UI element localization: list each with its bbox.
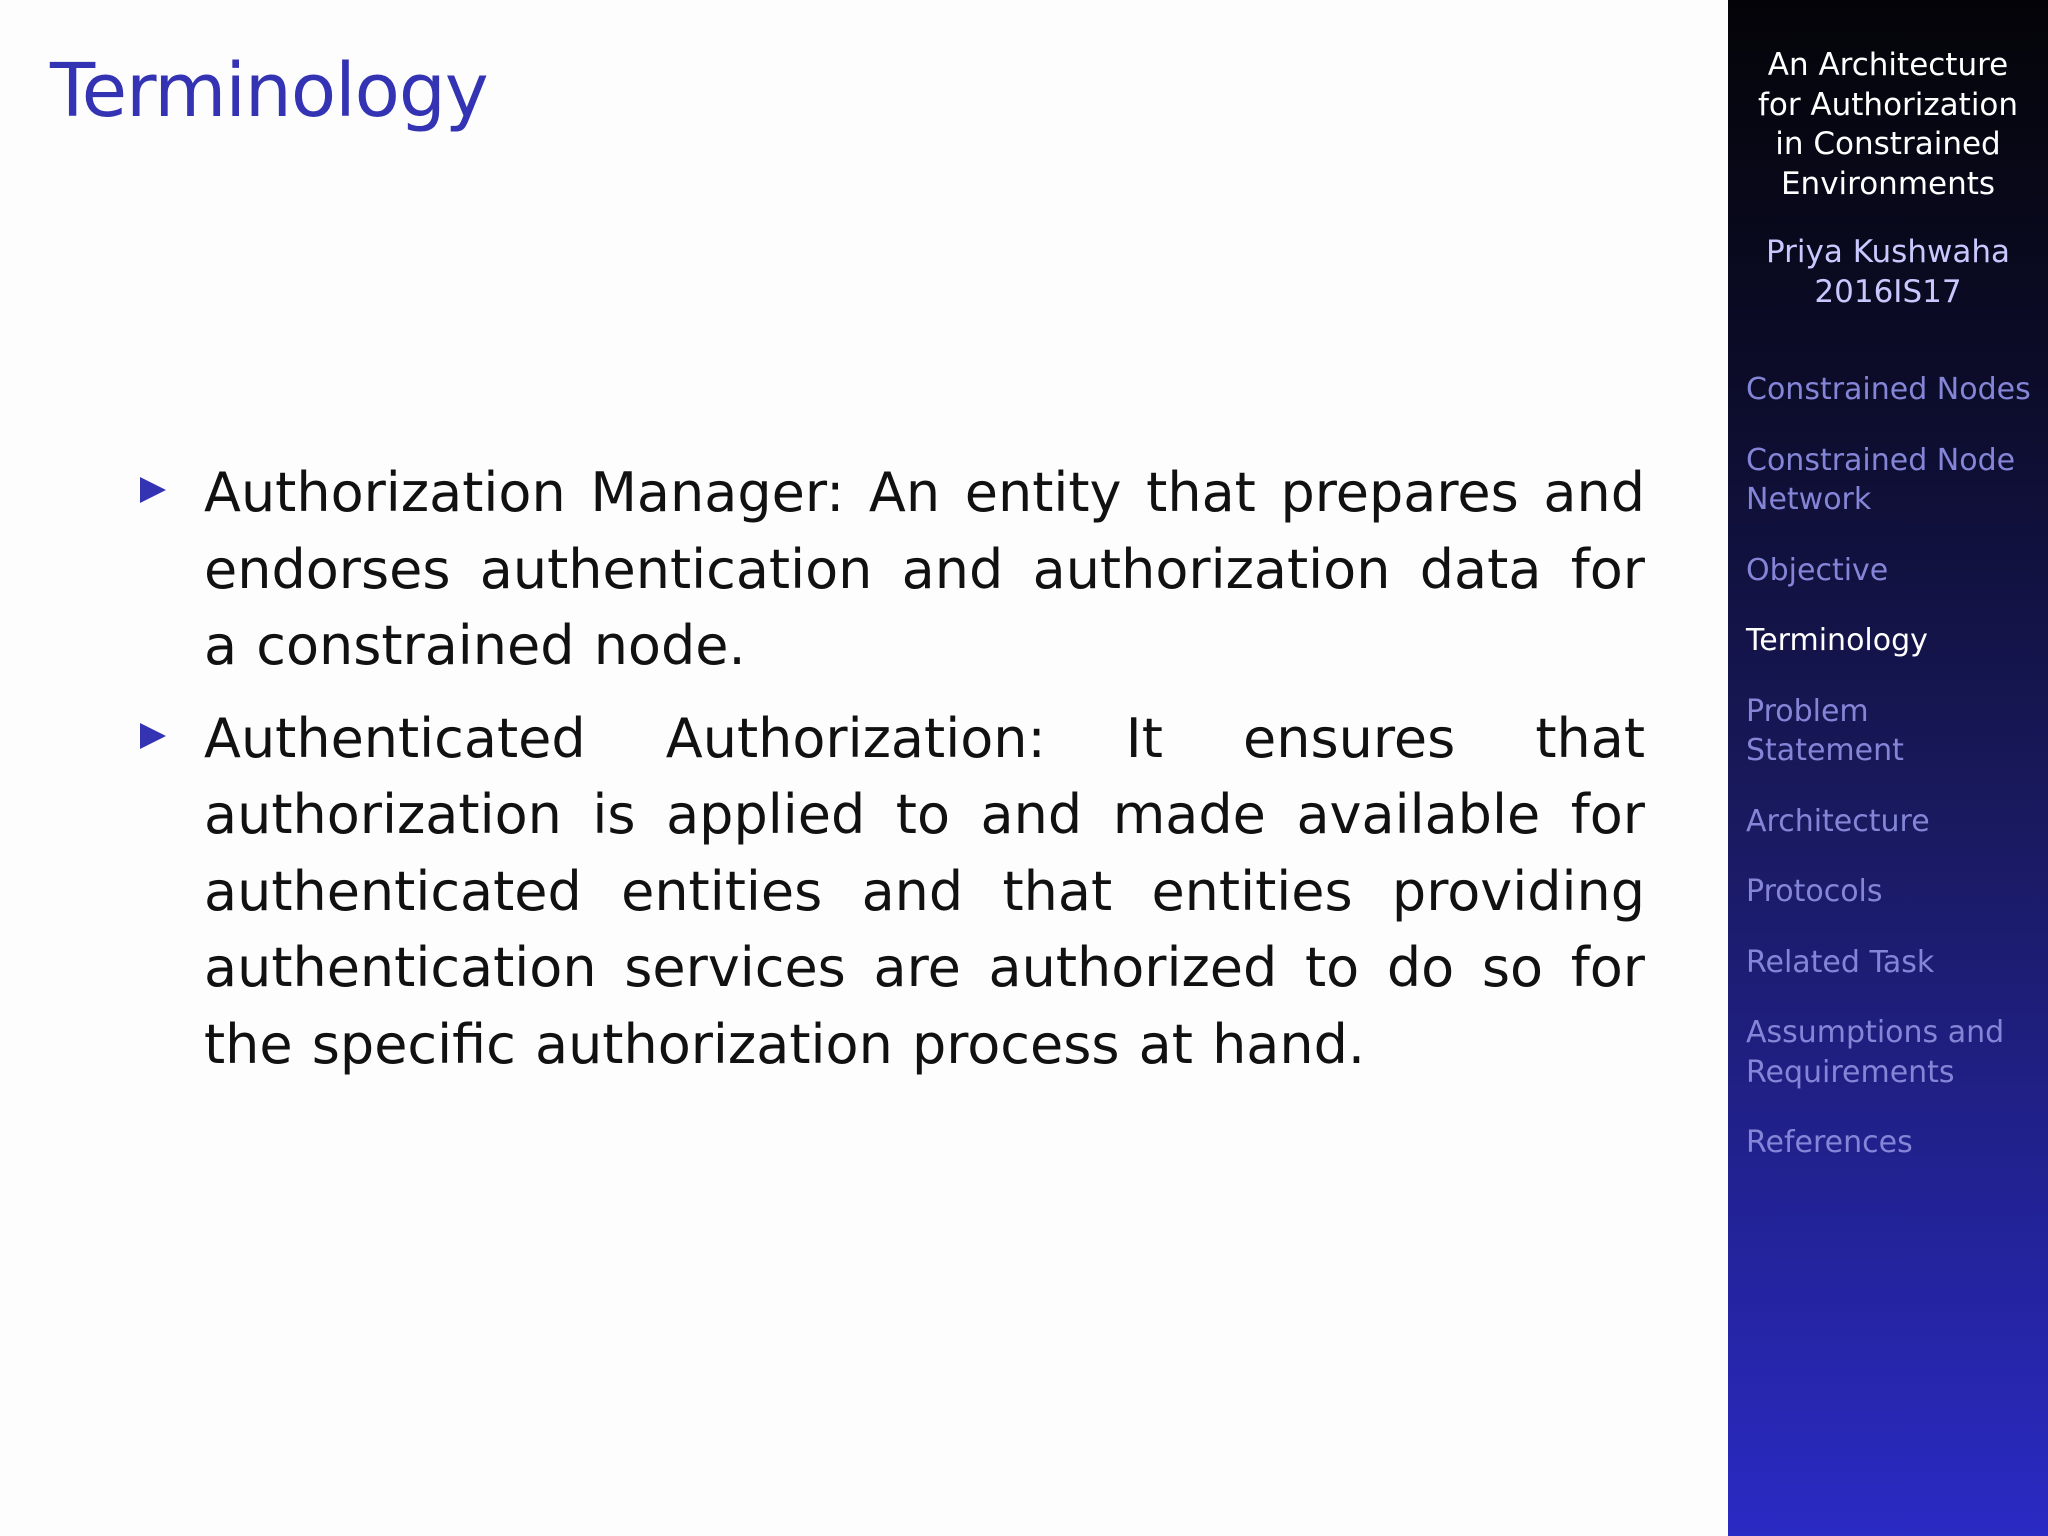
sidebar-item-label: References — [1746, 1125, 1913, 1160]
sidebar-item-constrained-nodes[interactable] — [1746, 370, 2046, 410]
sidebar-item-label: Assumptions and — [1746, 1015, 2005, 1050]
sidebar-nav — [1746, 370, 2046, 1194]
sidebar-item-related-task[interactable] — [1746, 943, 2046, 983]
sidebar-item-label: Problem — [1746, 693, 1869, 729]
sidebar-item-label: Constrained Node — [1746, 442, 2016, 478]
sidebar-item-label: Requirements — [1746, 1054, 1955, 1090]
sidebar-author-name: Priya Kushwaha — [1766, 234, 2010, 270]
sidebar-item-problem-statement[interactable] — [1746, 692, 2046, 771]
bullet-item — [140, 701, 1645, 1084]
sidebar-title-line: in Constrained — [1775, 126, 2001, 162]
sidebar — [1728, 0, 2048, 1536]
sidebar-item-architecture[interactable] — [1746, 802, 2046, 842]
bullet-list — [140, 455, 1645, 1099]
slide-title: Terminology — [50, 48, 488, 134]
sidebar-item-label: Terminology — [1746, 623, 1928, 658]
sidebar-title-line: An Architecture — [1767, 47, 2009, 83]
sidebar-title-line: for Authorization — [1757, 86, 2019, 123]
sidebar-item-label: Architecture — [1746, 803, 1930, 839]
sidebar-author-id: 2016IS17 — [1814, 273, 1962, 310]
sidebar-item-constrained-node-network[interactable] — [1746, 441, 2046, 520]
sidebar-presentation-title[interactable] — [1728, 46, 2048, 204]
sidebar-item-label: Related Task — [1746, 944, 1935, 980]
bullet-text: Authorization Manager: An entity that prepares and endorses authentication and authorization data for a constrained node. — [204, 461, 1645, 677]
sidebar-item-terminology[interactable] — [1746, 621, 2046, 661]
sidebar-item-protocols[interactable] — [1746, 872, 2046, 912]
triangle-bullet-icon — [140, 723, 166, 749]
sidebar-item-label: Protocols — [1746, 874, 1883, 909]
sidebar-item-assumptions-and-requirements[interactable] — [1746, 1013, 2046, 1092]
bullet-item — [140, 455, 1645, 685]
sidebar-item-label: Statement — [1746, 733, 1904, 768]
sidebar-title-line: Environments — [1780, 165, 1996, 202]
sidebar-item-label: Constrained Nodes — [1746, 372, 2031, 407]
sidebar-item-label: Network — [1746, 482, 1872, 517]
sidebar-item-references[interactable] — [1746, 1123, 2046, 1163]
sidebar-item-objective[interactable] — [1746, 551, 2046, 591]
sidebar-item-label: Objective — [1746, 552, 1889, 588]
bullet-text: Authenticated Authorization: It ensures that authorization is applied to and made available for authenticated entities and that entities providing authentication services are authorized to do so for the specific authorization process at hand. — [204, 706, 1645, 1076]
triangle-bullet-icon — [140, 477, 166, 503]
sidebar-author[interactable] — [1728, 233, 2048, 312]
